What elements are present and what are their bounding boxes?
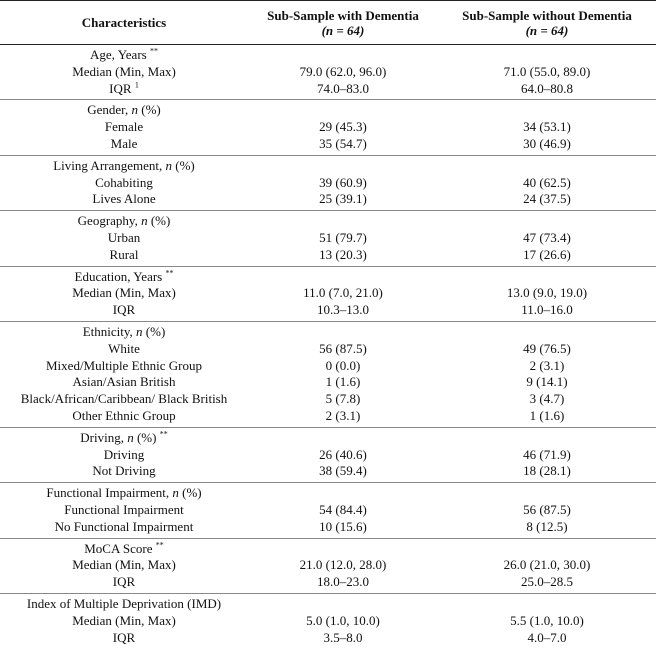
- row-label-text: Median (Min, Max): [72, 612, 176, 628]
- row-label-text: Median (Min, Max): [72, 557, 176, 573]
- with-dementia-value: 54 (84.4): [319, 501, 367, 517]
- table-row: [0, 408, 656, 425]
- with-dementia-value: 2 (3.1): [325, 407, 361, 423]
- without-dementia-value: 71.0 (55.0, 89.0): [503, 63, 591, 79]
- row-label-text: IQR: [112, 302, 136, 318]
- without-dementia-value: 17 (26.6): [523, 246, 571, 262]
- row-label: [0, 285, 248, 302]
- without-dementia-value: 49 (76.5): [523, 340, 571, 356]
- table-row: [0, 574, 656, 591]
- table-section: [0, 594, 656, 648]
- table-body: [0, 45, 656, 648]
- section-title-n: n: [172, 485, 179, 501]
- row-label-text: Black/African/Caribbean/ Black British: [20, 391, 228, 407]
- section-title: [0, 102, 248, 119]
- section-title-text: Functional Impairment,: [46, 485, 173, 501]
- row-label-text: Median (Min, Max): [72, 285, 176, 301]
- with-dementia-value: 1 (1.6): [325, 374, 361, 390]
- row-label: [0, 302, 248, 319]
- table-row: [0, 358, 656, 375]
- table-row: [0, 374, 656, 391]
- section-title-text: Gender,: [87, 102, 132, 118]
- table-row: [0, 81, 656, 98]
- row-label: [0, 374, 248, 391]
- row-label: [0, 119, 248, 136]
- table-row: [0, 191, 656, 208]
- with-dementia-value: 10 (15.6): [319, 518, 367, 534]
- row-label-text: IQR: [112, 629, 136, 645]
- row-label-text: Female: [104, 119, 144, 135]
- row-label: [0, 136, 248, 153]
- header-with-dementia: [248, 8, 438, 38]
- without-dementia-value: 1 (1.6): [529, 407, 565, 423]
- table-row: [0, 613, 656, 630]
- with-dementia-value: 21.0 (12.0, 28.0): [299, 557, 387, 573]
- table-row: [0, 64, 656, 81]
- row-label-text: Asian/Asian British: [72, 374, 176, 390]
- table-row: [0, 463, 656, 480]
- section-title-suffix: (%): [147, 213, 171, 229]
- row-label: [0, 463, 248, 480]
- significance-marker: **: [165, 268, 174, 278]
- without-dementia-value: 9 (14.1): [526, 374, 568, 390]
- section-title-text: Education, Years: [74, 268, 163, 284]
- without-dementia-value: 25.0–28.5: [521, 574, 573, 590]
- header-without-dementia: [438, 8, 656, 38]
- row-label-text: Functional Impairment: [64, 501, 184, 517]
- row-label-text: Driving: [103, 446, 145, 462]
- with-dementia-value: 25 (39.1): [319, 191, 367, 207]
- row-label: [0, 230, 248, 247]
- table-row: [0, 557, 656, 574]
- row-label: [0, 358, 248, 375]
- header-with-dementia-n: (n = 64): [321, 22, 365, 38]
- without-dementia-value: 56 (87.5): [523, 501, 571, 517]
- with-dementia-value: 5.0 (1.0, 10.0): [306, 612, 380, 628]
- row-label-text: Cohabiting: [95, 174, 153, 190]
- table-row: [0, 391, 656, 408]
- header-with-dementia-title: Sub-Sample with Dementia: [267, 7, 419, 23]
- table-row: [0, 630, 656, 647]
- section-title: [0, 213, 248, 230]
- section-title-suffix: (%): [178, 485, 202, 501]
- row-label: [0, 447, 248, 464]
- table-section: [0, 428, 656, 483]
- with-dementia-value: 11.0 (7.0, 21.0): [303, 285, 383, 301]
- row-label-text: Rural: [109, 246, 139, 262]
- with-dementia-value: 3.5–8.0: [323, 629, 363, 645]
- section-title-row: [0, 430, 656, 447]
- with-dementia-value: 38 (59.4): [319, 463, 367, 479]
- section-title-text: Living Arrangement,: [53, 157, 166, 173]
- row-label-text: Other Ethnic Group: [72, 407, 176, 423]
- with-dementia-value: 56 (87.5): [319, 340, 367, 356]
- table-section: [0, 45, 656, 100]
- section-title-row: [0, 47, 656, 64]
- with-dementia-value: 5 (7.8): [325, 391, 361, 407]
- row-label: [0, 391, 248, 408]
- section-title-row: [0, 213, 656, 230]
- row-label-text: No Functional Impairment: [54, 518, 194, 534]
- row-label: [0, 175, 248, 192]
- table-row: [0, 119, 656, 136]
- section-title-n: n: [165, 157, 173, 173]
- section-title-row: [0, 102, 656, 119]
- row-label-text: Urban: [107, 229, 141, 245]
- header-without-dementia-title: Sub-Sample without Dementia: [462, 7, 632, 23]
- section-title-row: [0, 485, 656, 502]
- row-label: [0, 64, 248, 81]
- with-dementia-value: 18.0–23.0: [317, 574, 369, 590]
- row-label-text: Not Driving: [92, 463, 156, 479]
- section-title-row: [0, 269, 656, 286]
- section-title: [0, 596, 248, 613]
- section-title: [0, 430, 248, 447]
- section-title-row: [0, 158, 656, 175]
- significance-marker: **: [159, 429, 168, 439]
- without-dementia-value: 8 (12.5): [526, 518, 568, 534]
- section-title-suffix: (%): [133, 429, 157, 445]
- without-dementia-value: 26.0 (21.0, 30.0): [503, 557, 591, 573]
- section-title: [0, 47, 248, 64]
- section-title-suffix: (%): [138, 102, 161, 118]
- table-row: [0, 302, 656, 319]
- without-dementia-value: 34 (53.1): [523, 119, 571, 135]
- table-row: [0, 136, 656, 153]
- section-title-n: n: [127, 429, 134, 445]
- section-title-text: Geography,: [77, 213, 142, 229]
- table-row: [0, 230, 656, 247]
- section-title-row: [0, 596, 656, 613]
- without-dementia-value: 11.0–16.0: [521, 302, 573, 318]
- section-title-text: MoCA Score: [84, 540, 153, 556]
- row-label-text: Mixed/Multiple Ethnic Group: [46, 357, 202, 373]
- with-dementia-value: 10.3–13.0: [317, 302, 369, 318]
- section-title-text: Index of Multiple Deprivation (IMD): [26, 595, 222, 611]
- without-dementia-value: 5.5 (1.0, 10.0): [510, 612, 584, 628]
- without-dementia-value: 4.0–7.0: [527, 629, 567, 645]
- row-label-text: IQR: [112, 574, 136, 590]
- with-dementia-value: 74.0–83.0: [317, 80, 369, 96]
- header-characteristics: Characteristics: [81, 15, 167, 30]
- with-dementia-value: 13 (20.3): [319, 246, 367, 262]
- without-dementia-value: 64.0–80.8: [521, 80, 573, 96]
- with-dementia-value: 51 (79.7): [319, 229, 367, 245]
- without-dementia-value: 47 (73.4): [523, 229, 571, 245]
- significance-marker: **: [149, 46, 158, 56]
- row-label: [0, 341, 248, 358]
- without-dementia-value: 40 (62.5): [523, 174, 571, 190]
- significance-marker: **: [155, 540, 164, 550]
- table-row: [0, 502, 656, 519]
- section-title-text: Ethnicity,: [82, 323, 137, 339]
- row-label-text: Lives Alone: [92, 191, 156, 207]
- section-title: [0, 158, 248, 175]
- section-title: [0, 269, 248, 286]
- table-section: [0, 211, 656, 266]
- without-dementia-value: 13.0 (9.0, 19.0): [506, 285, 588, 301]
- row-label-text: Median (Min, Max): [72, 63, 176, 79]
- with-dementia-value: 26 (40.6): [319, 446, 367, 462]
- row-label: [0, 574, 248, 591]
- table-row: [0, 285, 656, 302]
- row-label-text: Male: [110, 135, 138, 151]
- table-section: [0, 100, 656, 155]
- row-label: [0, 613, 248, 630]
- row-label: [0, 81, 248, 98]
- section-title-n: n: [141, 213, 148, 229]
- section-title-suffix: (%): [172, 157, 195, 173]
- row-label: [0, 247, 248, 264]
- section-title-text: Driving,: [80, 429, 128, 445]
- with-dementia-value: 79.0 (62.0, 96.0): [299, 63, 387, 79]
- with-dementia-value: 29 (45.3): [319, 119, 367, 135]
- table-section: [0, 539, 656, 594]
- header-without-dementia-n: (n = 64): [525, 22, 569, 38]
- section-title: [0, 324, 248, 341]
- without-dementia-value: 2 (3.1): [529, 357, 565, 373]
- without-dementia-value: 30 (46.9): [523, 135, 571, 151]
- without-dementia-value: 24 (37.5): [523, 191, 571, 207]
- without-dementia-value: 18 (28.1): [523, 463, 571, 479]
- with-dementia-value: 39 (60.9): [319, 174, 367, 190]
- row-label-text: White: [108, 340, 140, 356]
- table-row: [0, 175, 656, 192]
- section-title-row: [0, 541, 656, 558]
- without-dementia-value: 46 (71.9): [523, 446, 571, 462]
- section-title-n: n: [131, 102, 138, 118]
- row-label: [0, 630, 248, 647]
- footnote-marker: 1: [134, 80, 139, 90]
- row-label-text: IQR: [109, 80, 132, 96]
- section-title-n: n: [136, 323, 143, 339]
- section-title: [0, 485, 248, 502]
- table-row: [0, 247, 656, 264]
- section-title-row: [0, 324, 656, 341]
- without-dementia-value: 3 (4.7): [529, 391, 565, 407]
- row-label: [0, 502, 248, 519]
- with-dementia-value: 35 (54.7): [319, 135, 367, 151]
- table-section: [0, 156, 656, 211]
- row-label: [0, 557, 248, 574]
- section-title-text: Age, Years: [90, 47, 147, 62]
- table-row: [0, 447, 656, 464]
- row-label: [0, 408, 248, 425]
- section-title-suffix: (%): [142, 323, 166, 339]
- table-header: [0, 0, 656, 45]
- table-row: [0, 519, 656, 536]
- table-section: [0, 322, 656, 428]
- section-title: [0, 541, 248, 558]
- row-label: [0, 519, 248, 536]
- table-section: [0, 483, 656, 538]
- with-dementia-value: 0 (0.0): [325, 357, 361, 373]
- row-label: [0, 191, 248, 208]
- table-section: [0, 267, 656, 322]
- table-row: [0, 341, 656, 358]
